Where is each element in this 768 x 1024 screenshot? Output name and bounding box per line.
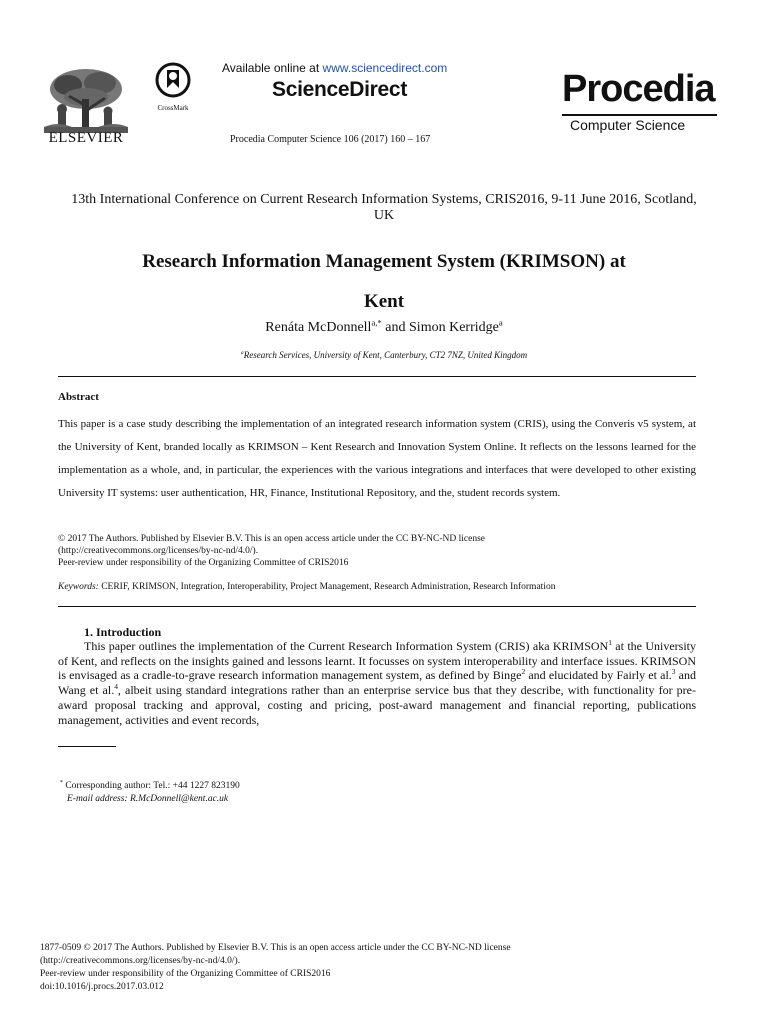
sciencedirect-brand: ScienceDirect [272,78,408,101]
footer-issn-license: 1877-0509 © 2017 The Authors. Published by Elsevier B.V. This is an open access article under the CC BY-NC-ND license [40,943,511,953]
page-footer [40,942,730,994]
author-email: E-mail address: R.McDonnell@kent.ac.uk [67,794,229,804]
procedia-brand: Procedia [562,68,715,110]
keywords-text: CERIF, KRIMSON, Integration, Interoperability, Project Management, Research Administration, Research Information [98,582,556,592]
footnote-mark: * [60,779,63,786]
reference-mark-4: 4 [114,682,118,692]
footer-doi[interactable]: doi:10.1016/j.procs.2017.03.012 [40,982,164,992]
intro-heading: 1. Introduction [84,625,162,639]
intro-part-3: and elucidated by Fairly et al. [525,668,672,683]
availability-line [222,61,447,75]
publisher-name: ELSEVIER [48,130,124,146]
reference-mark-3: 3 [671,667,676,677]
affiliation-text: Research Services, University of Kent, Canterbury, CT2 7NZ, United Kingdom [243,350,528,360]
license-line-3: Peer-review under responsibility of the Organizing Committee of CRIS2016 [58,558,349,568]
license-line-1: © 2017 The Authors. Published by Elsevier B.V. This is an open access article under the CC BY-NC-ND license [58,534,486,544]
sciencedirect-link[interactable]: www.sciencedirect.com [322,61,448,75]
footnote-ref-1: 1 [608,638,612,647]
author-1: Renáta McDonnell [265,320,372,335]
procedia-divider [562,114,717,116]
title-line-1: Research Information Management System (KRIMSON) at [142,251,626,272]
crossmark-badge[interactable] [150,62,196,112]
abstract-text: This paper is a case study describing the implementation of an integrated research information system (CRIS), using the Converis v5 system, at the University of Kent, branded locally as KRIMSON – Kent Research and Innovation System Online. It reflects on the lessons learned for the implementation as a whole, and, in particular, the experiences with the various integrations and interfaces that were developed to other existing University IT systems: user authentication, HR, Finance, Institutional Repository, and the, student records system. [58,418,696,499]
footer-license-link[interactable]: (http://creativecommons.org/licenses/by-nc-nd/4.0/). [40,956,241,966]
affiliation [60,350,708,360]
crossmark-label: CrossMark [157,104,189,112]
footer-peer-review: Peer-review under responsibility of the Organizing Committee of CRIS2016 [40,969,331,979]
intro-part-5: , albeit using standard integrations rather than an enterprise service bus that they describe, with functionality for pre-award proposal tracking and approval, costing and pricing, post-award management and financial reporting, publications management, activities and event records, [58,683,696,727]
procedia-subtitle: Computer Science [570,117,686,133]
author-2: Simon Kerridge [409,320,499,335]
author-list [60,317,708,336]
license-block [58,533,696,569]
title-line-2: Kent [363,291,405,312]
intro-part-2: at the University of Kent, and reflects on the insights gained and lessons learnt. It focusses on system interoperability and interface issues. KRIMSON is envisaged as a cradle-to-grave research information management system, as defined by Binge [58,639,697,683]
affiliation-mark: a [240,350,244,356]
author-connector: and [381,320,410,335]
keywords [58,582,696,592]
availability-prefix: Available online at [222,61,323,75]
abstract-top-rule [58,376,696,377]
abstract-heading: Abstract [58,391,99,403]
intro-part-4: and Wang et al. [58,668,697,698]
conference-name: 13th International Conference on Current Research Information Systems, CRIS2016, 9-11 June 2016, Scotland, UK [71,192,697,223]
keywords-label: Keywords: [58,582,99,592]
paper-title [60,242,708,322]
license-link[interactable]: (http://creativecommons.org/licenses/by-nc-nd/4.0/). [58,546,259,556]
journal-reference: Procedia Computer Science 106 (2017) 160 – 167 [230,134,431,145]
footnote-rule [58,746,116,747]
corresponding-author: Corresponding author: Tel.: +44 1227 823190 [62,781,240,791]
crossmark-icon [155,62,191,98]
intro-paragraph [58,639,696,727]
reference-mark-2: 2 [521,667,526,677]
footnote [60,780,240,806]
intro-part-1: This paper outlines the implementation of the Current Research Information System (CRIS) aka KRIMSON [84,639,609,653]
abstract-bottom-rule [58,606,696,607]
author-1-affiliation-mark: a,* [371,317,382,328]
author-2-affiliation-mark: a [498,317,503,328]
